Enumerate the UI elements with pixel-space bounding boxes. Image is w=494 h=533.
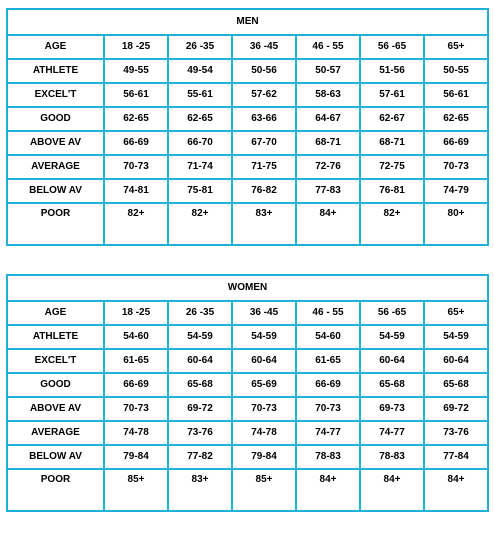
row-label-cell: POOR	[7, 203, 104, 245]
table-cell: 77-82	[168, 445, 232, 469]
table-cell: 74-81	[104, 179, 168, 203]
row-label-cell: ABOVE AV	[7, 131, 104, 155]
table-row	[7, 83, 488, 107]
table-cell: 85+	[104, 469, 168, 511]
row-label-cell: AVERAGE	[7, 421, 104, 445]
row-label-cell: AGE	[7, 35, 104, 59]
table-cell: 65-68	[360, 373, 424, 397]
men-table-title: MEN	[7, 9, 488, 35]
table-cell: 84+	[296, 203, 360, 245]
table-cell: 60-64	[360, 349, 424, 373]
table-cell: 49-55	[104, 59, 168, 83]
table-row	[7, 59, 488, 83]
table-cell: 71-75	[232, 155, 296, 179]
men-header-row	[7, 35, 488, 59]
table-cell: 54-59	[232, 325, 296, 349]
table-cell: 84+	[424, 469, 488, 511]
table-cell: 80+	[424, 203, 488, 245]
row-label-cell: ATHLETE	[7, 59, 104, 83]
women-table-title: WOMEN	[7, 275, 488, 301]
table-cell: 56 -65	[360, 35, 424, 59]
table-cell: 70-73	[296, 397, 360, 421]
table-cell: 74-78	[104, 421, 168, 445]
table-cell: 73-76	[424, 421, 488, 445]
row-label-cell: POOR	[7, 469, 104, 511]
table-cell: 66-69	[104, 373, 168, 397]
table-cell: 50-56	[232, 59, 296, 83]
table-row	[7, 203, 488, 245]
table-cell: 84+	[360, 469, 424, 511]
table-cell: 83+	[168, 469, 232, 511]
table-cell: 66-69	[104, 131, 168, 155]
table-cell: 77-83	[296, 179, 360, 203]
table-cell: 50-55	[424, 59, 488, 83]
table-cell: 60-64	[168, 349, 232, 373]
row-label-cell: ATHLETE	[7, 325, 104, 349]
table-cell: 65+	[424, 35, 488, 59]
table-cell: 54-60	[296, 325, 360, 349]
table-cell: 64-67	[296, 107, 360, 131]
table-cell: 60-64	[424, 349, 488, 373]
table-cell: 70-73	[104, 397, 168, 421]
table-cell: 61-65	[296, 349, 360, 373]
row-label-cell: AVERAGE	[7, 155, 104, 179]
table-row	[7, 155, 488, 179]
table-cell: 61-65	[104, 349, 168, 373]
table-row	[7, 179, 488, 203]
table-row	[7, 131, 488, 155]
table-cell: 36 -45	[232, 35, 296, 59]
table-cell: 54-59	[168, 325, 232, 349]
women-title-row	[7, 275, 488, 301]
table-cell: 56 -65	[360, 301, 424, 325]
table-cell: 79-84	[232, 445, 296, 469]
table-cell: 54-60	[104, 325, 168, 349]
table-row	[7, 469, 488, 511]
table-cell: 62-67	[360, 107, 424, 131]
table-cell: 82+	[168, 203, 232, 245]
table-cell: 73-76	[168, 421, 232, 445]
row-label-cell: ABOVE AV	[7, 397, 104, 421]
men-table	[6, 8, 489, 246]
table-cell: 26 -35	[168, 35, 232, 59]
table-cell: 65-68	[168, 373, 232, 397]
table-cell: 77-84	[424, 445, 488, 469]
row-label-cell: EXCEL'T	[7, 349, 104, 373]
table-cell: 46 - 55	[296, 35, 360, 59]
table-cell: 57-61	[360, 83, 424, 107]
table-cell: 82+	[360, 203, 424, 245]
table-cell: 57-62	[232, 83, 296, 107]
table-cell: 68-71	[360, 131, 424, 155]
table-cell: 58-63	[296, 83, 360, 107]
table-cell: 36 -45	[232, 301, 296, 325]
table-cell: 70-73	[424, 155, 488, 179]
table-cell: 85+	[232, 469, 296, 511]
row-label-cell: GOOD	[7, 107, 104, 131]
men-title-row	[7, 9, 488, 35]
table-cell: 62-65	[168, 107, 232, 131]
table-cell: 70-73	[104, 155, 168, 179]
table-row	[7, 349, 488, 373]
table-cell: 74-79	[424, 179, 488, 203]
women-table	[6, 274, 489, 512]
table-cell: 66-69	[296, 373, 360, 397]
table-cell: 54-59	[360, 325, 424, 349]
table-cell: 74-77	[296, 421, 360, 445]
table-cell: 66-69	[424, 131, 488, 155]
table-cell: 56-61	[104, 83, 168, 107]
row-label-cell: GOOD	[7, 373, 104, 397]
table-cell: 69-73	[360, 397, 424, 421]
table-cell: 49-54	[168, 59, 232, 83]
table-row	[7, 445, 488, 469]
table-cell: 84+	[296, 469, 360, 511]
table-cell: 18 -25	[104, 35, 168, 59]
table-cell: 68-71	[296, 131, 360, 155]
table-cell: 50-57	[296, 59, 360, 83]
table-row	[7, 421, 488, 445]
table-cell: 79-84	[104, 445, 168, 469]
row-label-cell: BELOW AV	[7, 445, 104, 469]
table-cell: 71-74	[168, 155, 232, 179]
row-label-cell: AGE	[7, 301, 104, 325]
table-cell: 83+	[232, 203, 296, 245]
table-cell: 54-59	[424, 325, 488, 349]
table-cell: 56-61	[424, 83, 488, 107]
table-row	[7, 373, 488, 397]
table-cell: 18 -25	[104, 301, 168, 325]
table-cell: 76-82	[232, 179, 296, 203]
table-cell: 72-76	[296, 155, 360, 179]
row-label-cell: BELOW AV	[7, 179, 104, 203]
table-cell: 76-81	[360, 179, 424, 203]
table-cell: 55-61	[168, 83, 232, 107]
table-cell: 65-68	[424, 373, 488, 397]
women-header-row	[7, 301, 488, 325]
table-cell: 65+	[424, 301, 488, 325]
table-cell: 78-83	[360, 445, 424, 469]
table-cell: 67-70	[232, 131, 296, 155]
table-cell: 70-73	[232, 397, 296, 421]
table-row	[7, 107, 488, 131]
table-cell: 74-78	[232, 421, 296, 445]
table-cell: 72-75	[360, 155, 424, 179]
table-cell: 65-69	[232, 373, 296, 397]
table-cell: 46 - 55	[296, 301, 360, 325]
table-cell: 63-66	[232, 107, 296, 131]
table-cell: 66-70	[168, 131, 232, 155]
table-cell: 26 -35	[168, 301, 232, 325]
table-cell: 69-72	[424, 397, 488, 421]
table-cell: 78-83	[296, 445, 360, 469]
table-cell: 82+	[104, 203, 168, 245]
table-row	[7, 325, 488, 349]
table-cell: 51-56	[360, 59, 424, 83]
table-cell: 75-81	[168, 179, 232, 203]
row-label-cell: EXCEL'T	[7, 83, 104, 107]
table-cell: 60-64	[232, 349, 296, 373]
table-cell: 69-72	[168, 397, 232, 421]
table-cell: 62-65	[104, 107, 168, 131]
table-row	[7, 397, 488, 421]
table-cell: 74-77	[360, 421, 424, 445]
table-cell: 62-65	[424, 107, 488, 131]
